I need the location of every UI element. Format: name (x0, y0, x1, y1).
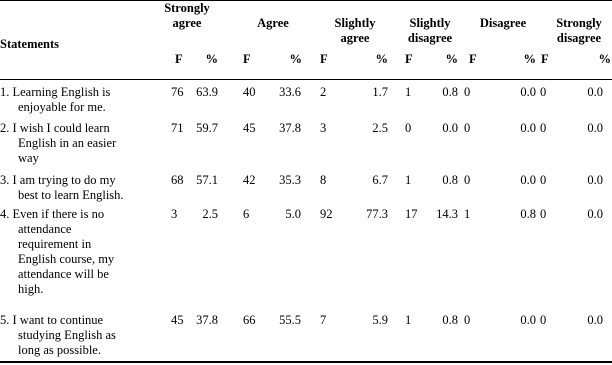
cell-value: 17 (405, 207, 418, 221)
cell-value: 0 (540, 313, 547, 327)
cell-value: 0.8 (442, 313, 458, 327)
cell-value: 0.0 (587, 207, 603, 221)
cell-value: 5.9 (372, 313, 388, 327)
subheader-f: F (243, 52, 251, 66)
header-rule (0, 79, 612, 80)
cell-value: 6.7 (372, 173, 388, 187)
cell-value: 0 (540, 207, 547, 221)
cell-value: 66 (243, 313, 256, 327)
statement-text: 5. I want to continue studying English as long as possible. (0, 313, 116, 357)
statement-text: 1. Learning English is enjoyable for me. (0, 85, 111, 114)
cell-value: 0.0 (520, 313, 536, 327)
subheader-f: F (469, 52, 477, 66)
cell-value: 0.0 (587, 85, 603, 99)
cell-value: 0 (540, 173, 547, 187)
subheader-f: F (175, 52, 183, 66)
cell-value: 92 (320, 207, 333, 221)
subheader-pct: % (289, 52, 302, 66)
bottom-rule (0, 361, 612, 363)
cell-value: 14.3 (436, 207, 458, 221)
cell-value: 0.0 (520, 173, 536, 187)
cell-value: 0.0 (587, 173, 603, 187)
cell-value: 68 (171, 173, 184, 187)
header-slightly-agree: Slightly agree (334, 16, 376, 45)
cell-value: 7 (320, 313, 327, 327)
cell-value: 37.8 (196, 313, 218, 327)
cell-value: 37.8 (279, 121, 301, 135)
cell-value: 0 (464, 173, 471, 187)
cell-value: 0.8 (520, 207, 536, 221)
cell-value: 0.8 (442, 85, 458, 99)
cell-value: 2.5 (372, 121, 388, 135)
subheader-f: F (405, 52, 413, 66)
statement-text: 2. I wish I could learn English in an easier way (0, 121, 117, 165)
cell-value: 0.0 (520, 85, 536, 99)
cell-value: 0 (405, 121, 412, 135)
subheader-f: F (541, 52, 549, 66)
cell-value: 0.0 (587, 313, 603, 327)
subheader-pct: % (375, 52, 388, 66)
cell-value: 59.7 (196, 121, 218, 135)
cell-value: 0 (464, 313, 471, 327)
cell-value: 63.9 (196, 85, 218, 99)
header-strongly-disagree: Strongly disagree (556, 16, 602, 45)
cell-value: 40 (243, 85, 256, 99)
header-disagree: Disagree (479, 16, 527, 30)
cell-value: 0.8 (442, 173, 458, 187)
subheader-f: F (320, 52, 328, 66)
subheader-pct: % (445, 52, 458, 66)
cell-value: 0 (540, 85, 547, 99)
subheader-pct: % (598, 52, 611, 66)
cell-value: 35.3 (279, 173, 301, 187)
header-slightly-disagree: Slightly disagree (407, 16, 453, 45)
cell-value: 1.7 (372, 85, 388, 99)
cell-value: 2.5 (202, 207, 218, 221)
cell-value: 1 (405, 173, 412, 187)
cell-value: 57.1 (196, 173, 218, 187)
cell-value: 1 (464, 207, 471, 221)
cell-value: 3 (171, 207, 178, 221)
cell-value: 45 (243, 121, 256, 135)
cell-value: 0 (540, 121, 547, 135)
header-agree: Agree (257, 16, 289, 30)
cell-value: 2 (320, 85, 327, 99)
cell-value: 45 (171, 313, 184, 327)
statements-header: Statements (0, 37, 60, 51)
cell-value: 77.3 (366, 207, 388, 221)
cell-value: 3 (320, 121, 327, 135)
statement-text: 3. I am trying to do my best to learn English. (0, 173, 124, 202)
cell-value: 33.6 (279, 85, 301, 99)
subheader-pct: % (523, 52, 536, 66)
cell-value: 1 (405, 85, 412, 99)
cell-value: 8 (320, 173, 327, 187)
cell-value: 0.0 (520, 121, 536, 135)
cell-value: 5.0 (285, 207, 301, 221)
cell-value: 0 (464, 85, 471, 99)
statement-text: 4. Even if there is no attendance requirement in English course, my attendance will be high. (0, 207, 115, 296)
cell-value: 0 (464, 121, 471, 135)
top-rule (0, 0, 612, 1)
header-strongly-agree: Strongly agree (164, 1, 210, 30)
cell-value: 0.0 (442, 121, 458, 135)
cell-value: 55.5 (279, 313, 301, 327)
cell-value: 42 (243, 173, 256, 187)
cell-value: 76 (171, 85, 184, 99)
cell-value: 71 (171, 121, 184, 135)
subheader-pct: % (205, 52, 218, 66)
cell-value: 1 (405, 313, 412, 327)
cell-value: 6 (243, 207, 250, 221)
cell-value: 0.0 (587, 121, 603, 135)
